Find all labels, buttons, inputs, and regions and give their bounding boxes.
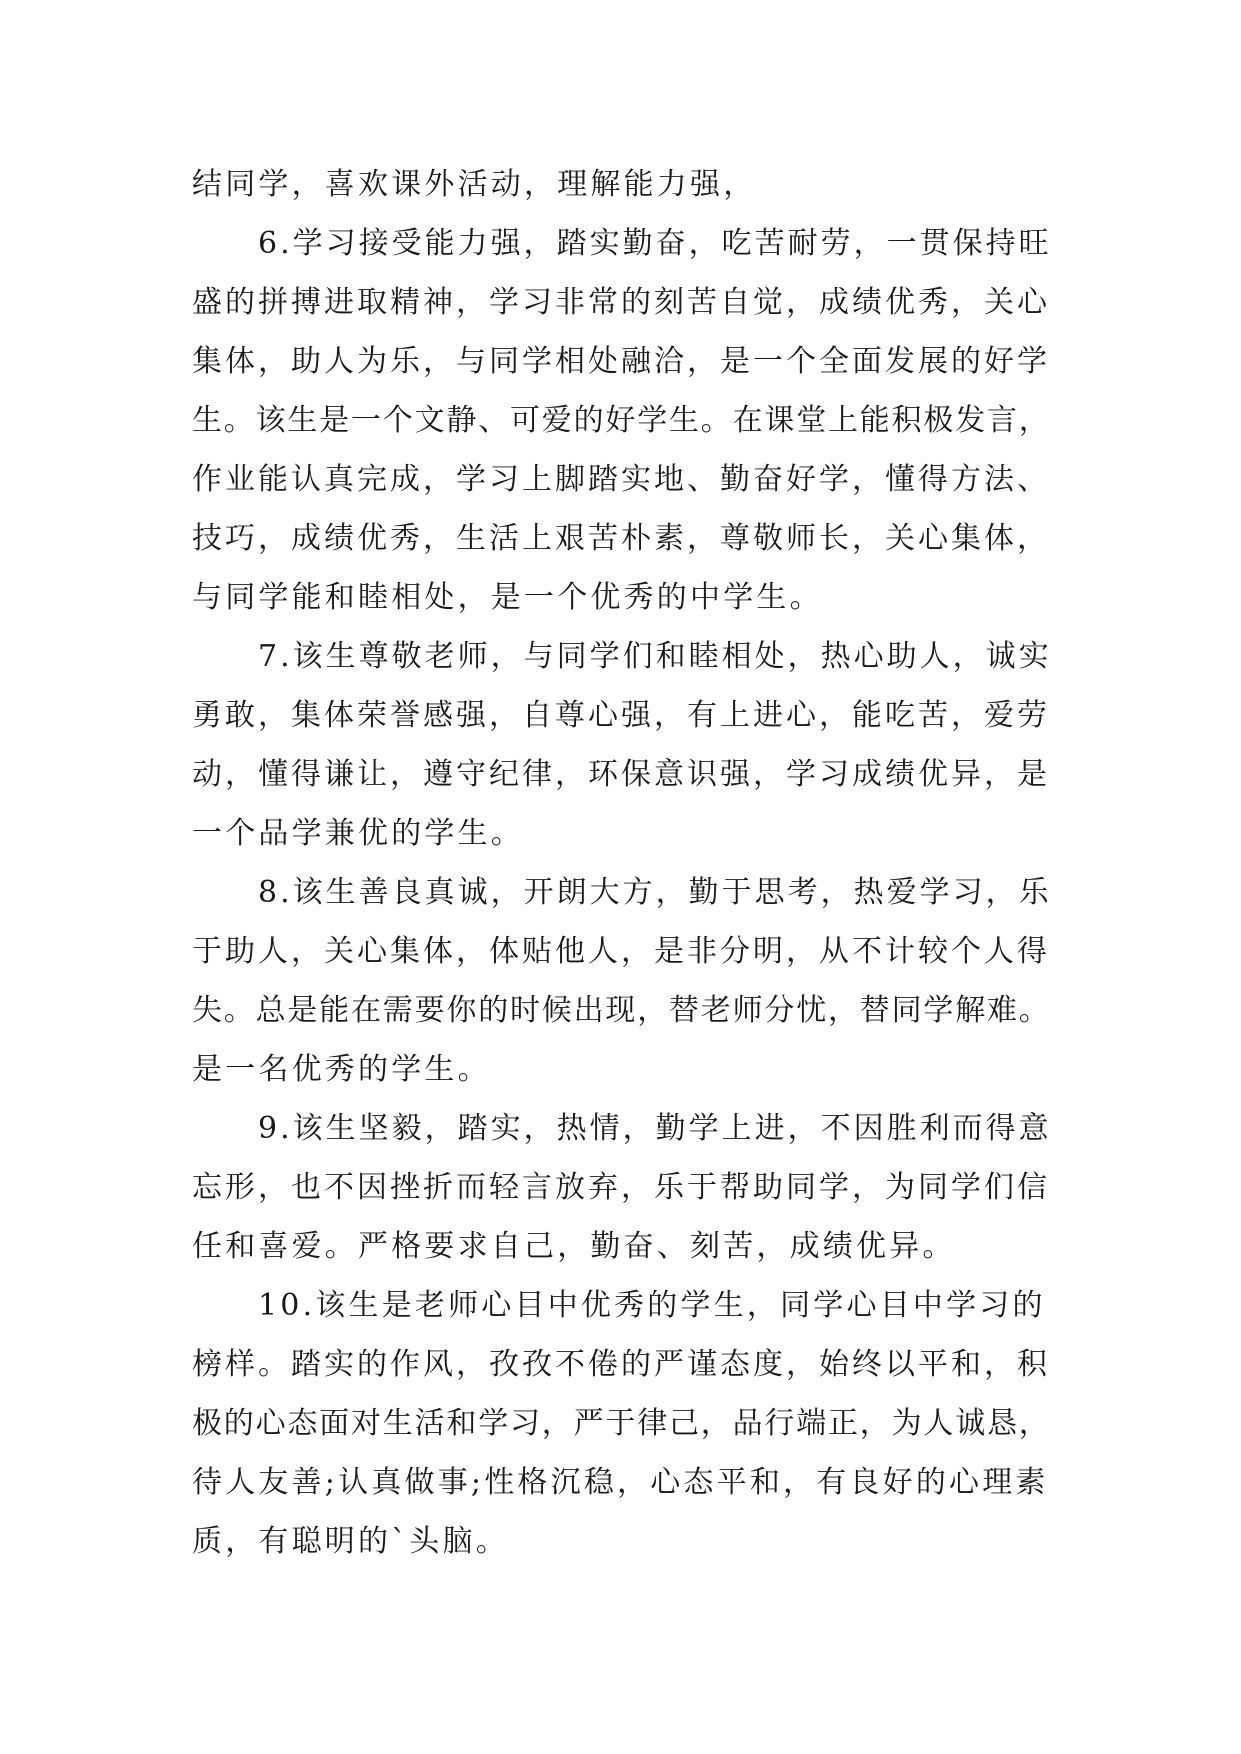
text-line: 结同学，喜欢课外活动，理解能力强， xyxy=(192,167,757,202)
text-line: 7.该生尊敬老师，与同学们和睦相处，热心助人，诚实 xyxy=(258,639,1052,674)
text-line: 任和喜爱。严格要求自己，勤奋、刻苦，成绩优异。 xyxy=(192,1229,956,1264)
text-line: 技巧，成绩优秀，生活上艰苦朴素，尊敬师长，关心集体， xyxy=(192,521,1050,556)
text-line: 与同学能和睦相处，是一个优秀的中学生。 xyxy=(192,580,823,615)
text-line: 忘形，也不因挫折而轻言放弃，乐于帮助同学，为同学们信 xyxy=(192,1170,1050,1205)
text-line: 6.学习接受能力强，踏实勤奋，吃苦耐劳，一贯保持旺 xyxy=(258,226,1052,261)
text-line: 是一名优秀的学生。 xyxy=(192,1052,491,1087)
text-line: 盛的拼搏进取精神，学习非常的刻苦自觉，成绩优秀，关心 xyxy=(192,285,1050,320)
text-line: 质，有聪明的`头脑。 xyxy=(192,1524,509,1559)
text-line: 待人友善;认真做事;性格沉稳，心态平和，有良好的心理素 xyxy=(192,1465,1049,1500)
text-line: 生。该生是一个文静、可爱的好学生。在课堂上能积极发言， xyxy=(192,403,1051,438)
text-line: 勇敢，集体荣誉感强，自尊心强，有上进心，能吃苦，爱劳 xyxy=(192,698,1050,733)
text-line: 集体，助人为乐，与同学相处融洽，是一个全面发展的好学 xyxy=(192,344,1050,379)
text-line: 失。总是能在需要你的时候出现，替老师分忧，替同学解难。 xyxy=(192,993,1051,1028)
text-line: 作业能认真完成，学习上脚踏实地、勤奋好学，懂得方法、 xyxy=(192,462,1050,497)
text-line: 动，懂得谦让，遵守纪律，环保意识强，学习成绩优异，是 xyxy=(192,757,1050,792)
document-body xyxy=(192,155,1052,1571)
text-line: 9.该生坚毅，踏实，热情，勤学上进，不因胜利而得意 xyxy=(258,1111,1052,1146)
text-line: 10.该生是老师心目中优秀的学生，同学心目中学习的 xyxy=(258,1288,1046,1323)
text-line: 榜样。踏实的作风，孜孜不倦的严谨态度，始终以平和，积 xyxy=(192,1347,1050,1382)
text-line: 8.该生善良真诚，开朗大方，勤于思考，热爱学习，乐 xyxy=(258,875,1052,910)
text-line: 于助人，关心集体，体贴他人，是非分明，从不计较个人得 xyxy=(192,934,1050,969)
text-line: 极的心态面对生活和学习，严于律己，品行端正，为人诚恳， xyxy=(192,1406,1051,1441)
text-line: 一个品学兼优的学生。 xyxy=(192,816,524,851)
